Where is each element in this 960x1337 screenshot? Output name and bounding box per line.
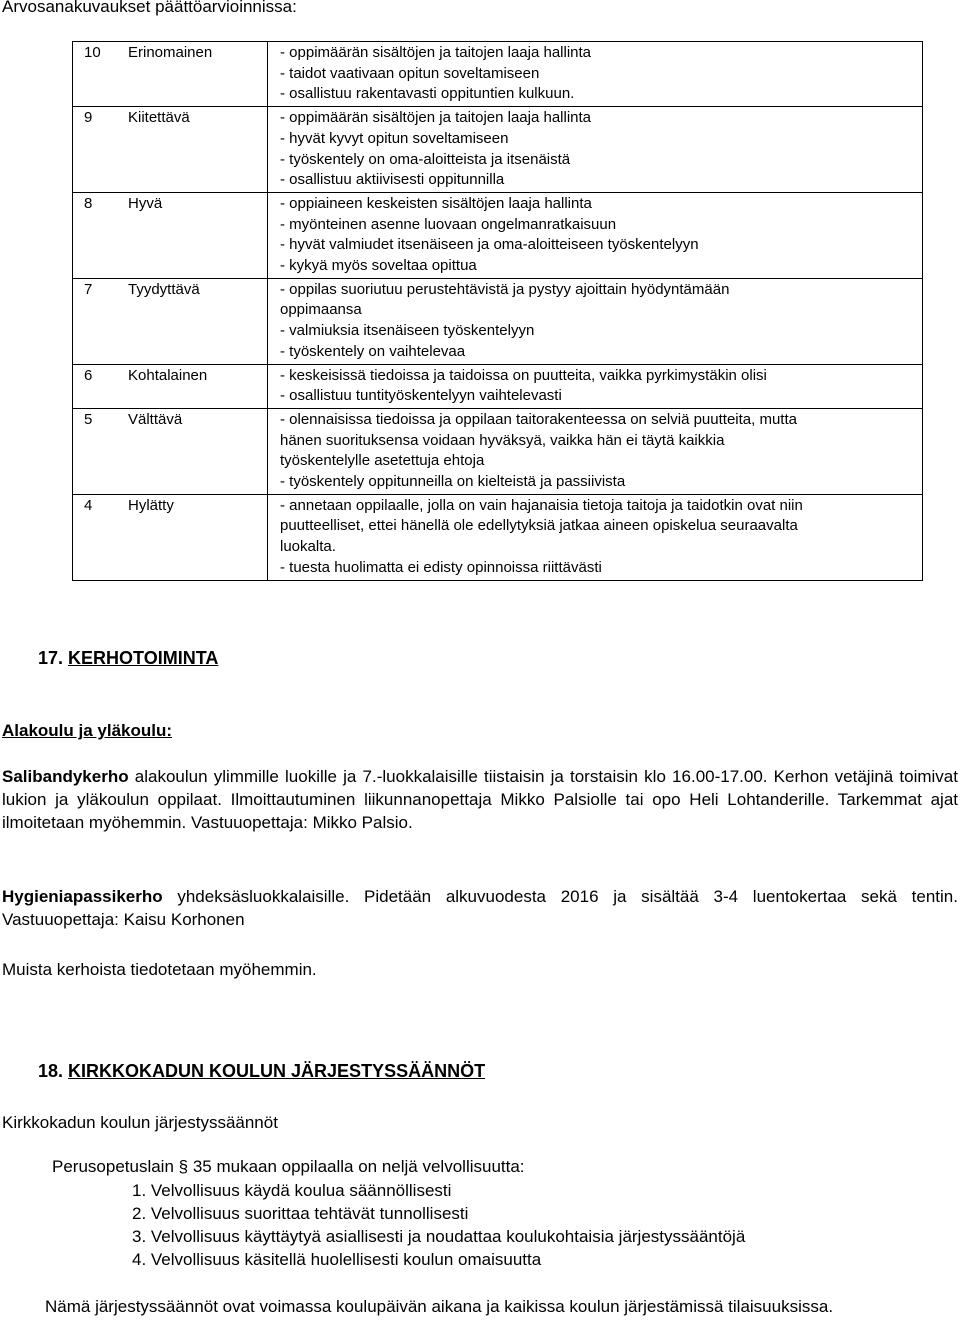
- grade-cell: [73, 42, 268, 107]
- grade-number: 7: [84, 280, 93, 298]
- grade-description-line: - oppiaineen keskeisten sisältöjen laaja hallinta: [280, 194, 592, 212]
- grade-description-table: [72, 41, 923, 581]
- grade-description-line: - taidot vaativaan opitun soveltamiseen: [280, 64, 540, 82]
- grade-name: Kiitettävä: [128, 109, 190, 127]
- grade-description-line: - oppimäärän sisältöjen ja taitojen laaja hallinta: [280, 44, 592, 61]
- hygiene-club-name: Hygieniapassikerho: [2, 887, 163, 906]
- grade-number: 5: [84, 410, 93, 428]
- grade-description-cell: [268, 192, 923, 278]
- grade-number: 10: [84, 44, 101, 61]
- grade-description-cell: [268, 42, 923, 107]
- grade-description-line: - tuesta huolimatta ei edisty opinnoissa riittävästi: [280, 558, 602, 576]
- grade-number: 4: [84, 496, 93, 514]
- grade-description-line: - oppimäärän sisältöjen ja taitojen laaja hallinta: [280, 109, 592, 127]
- section-17-number: 17.: [38, 648, 64, 668]
- grade-description-line: - osallistuu aktiivisesti oppitunnilla: [280, 171, 505, 189]
- section-17-subheading: Alakoulu ja yläkoulu:: [2, 721, 173, 740]
- grade-cell: [73, 192, 268, 278]
- grade-cell: [73, 494, 268, 580]
- section-18-subheading: Kirkkokadun koulun järjestyssäännöt: [2, 1113, 278, 1132]
- grade-row: [73, 408, 923, 494]
- grade-description-line: - työskentely on oma-aloitteista ja itsenäistä: [280, 150, 571, 168]
- grade-description-cell: [268, 494, 923, 580]
- grade-description-line: hänen suorituksensa voidaan hyväksyä, vaikka hän ei täytä kaikkia: [280, 431, 725, 449]
- grade-description-line: - hyvät valmiudet itsenäiseen ja oma-aloitteiseen työskentelyyn: [280, 236, 699, 254]
- grade-description-line: puutteelliset, ettei hänellä ole edellytyksiä jatkaa aineen opiskelua seuraavalta: [280, 517, 798, 535]
- grade-row: [73, 494, 923, 580]
- grade-description-line: - annetaan oppilaalle, jolla on vain hajanaisia tietoja taitoja ja taidotkin ovat niin: [280, 496, 803, 514]
- grade-description-line: - työskentely on vaihtelevaa: [280, 342, 466, 360]
- grade-description-line: - hyvät kyvyt opitun soveltamiseen: [280, 129, 509, 147]
- grade-description-line: - oppilas suoriutuu perustehtävistä ja pystyy ajoittain hyödyntämään: [280, 280, 730, 298]
- grade-name: Kohtalainen: [128, 366, 208, 384]
- hygiene-club-text: yhdeksäsluokkalaisille. Pidetään alkuvuodesta 2016 ja sisältää 3-4 luentokertaa sekä tentin. Vastuuopettaja: Kaisu Korhonen: [2, 887, 958, 929]
- grade-name: Hyvä: [128, 194, 163, 212]
- section-17-heading: [38, 648, 218, 669]
- grade-row: [73, 42, 923, 107]
- grade-description-line: - osallistuu tuntityöskentelyyn vaihtelevasti: [280, 387, 562, 405]
- grade-name: Välttävä: [128, 410, 183, 428]
- grade-row: [73, 192, 923, 278]
- duty-item: 2. Velvollisuus suorittaa tehtävät tunnollisesti: [132, 1204, 469, 1223]
- grade-number: 6: [84, 366, 93, 384]
- grade-name: Hylätty: [128, 496, 174, 514]
- grade-cell: [73, 408, 268, 494]
- grade-name: Erinomainen: [128, 44, 213, 61]
- grade-name: Tyydyttävä: [128, 280, 200, 298]
- section-18-heading: [38, 1061, 485, 1082]
- grade-cell: [73, 107, 268, 193]
- grade-row: [73, 107, 923, 193]
- floorball-club-paragraph: [2, 765, 958, 834]
- rules-validity-text: Nämä järjestyssäännöt ovat voimassa koulupäivän aikana ja kaikissa koulun järjestämissä tilaisuuksissa.: [45, 1297, 834, 1316]
- grade-description-line: - valmiuksia itsenäiseen työskentelyyn: [280, 322, 535, 340]
- grade-description-cell: [268, 278, 923, 364]
- grade-description-line: - työskentely oppitunneilla on kielteistä ja passiivista: [280, 473, 626, 491]
- grading-intro-text: Arvosanakuvaukset päättöarvioinnissa:: [2, 0, 297, 16]
- duty-item: 1. Velvollisuus käydä koulua säännöllisesti: [132, 1181, 452, 1200]
- grade-description-line: työskentelylle asetettuja ehtoja: [280, 452, 485, 470]
- hygiene-club-paragraph: [2, 885, 958, 931]
- grade-description-line: - osallistuu rakentavasti oppituntien kulkuun.: [280, 85, 575, 103]
- grade-description-line: - olennaisissa tiedoissa ja oppilaan taitorakenteessa on selviä puutteita, mutta: [280, 410, 797, 428]
- grade-row: [73, 364, 923, 408]
- section-17-title: KERHOTOIMINTA: [68, 648, 219, 668]
- law-reference-text: Perusopetuslain § 35 mukaan oppilaalla on neljä velvollisuutta:: [52, 1157, 525, 1176]
- floorball-club-text: alakoulun ylimmille luokille ja 7.-luokkalaisille tiistaisin ja torstaisin klo 16.00-17.00. Kerhon vetäjinä toimivat lukion ja yläkoulun oppilaat. Ilmoittautuminen liikunnanopettaja Mikko Palsiolle tai opo Heli Lohtanderille. Tarkemmat ajat ilmoitetaan myöhemmin. Vastuuopettaja: Mikko Palsio.: [2, 767, 958, 832]
- grade-description-line: luokalta.: [280, 538, 336, 556]
- grade-description-cell: [268, 408, 923, 494]
- floorball-club-name: Salibandykerho: [2, 767, 129, 786]
- section-18-title: KIRKKOKADUN KOULUN JÄRJESTYSSÄÄNNÖT: [68, 1061, 486, 1081]
- duty-item: 3. Velvollisuus käyttäytyä asiallisesti ja noudattaa koulukohtaisia järjestyssääntöjä: [132, 1227, 746, 1246]
- grade-row: [73, 278, 923, 364]
- grade-cell: [73, 364, 268, 408]
- grade-description-line: - kykyä myös soveltaa opittua: [280, 257, 477, 275]
- grade-number: 8: [84, 194, 93, 212]
- grade-description-cell: [268, 107, 923, 193]
- grade-cell: [73, 278, 268, 364]
- grade-description-line: - keskeisissä tiedoissa ja taidoissa on puutteita, vaikka pyrkimystäkin olisi: [280, 366, 767, 384]
- grade-number: 9: [84, 109, 93, 127]
- grade-description-line: - myönteinen asenne luovaan ongelmanratkaisuun: [280, 215, 617, 233]
- other-clubs-note: Muista kerhoista tiedotetaan myöhemmin.: [2, 960, 317, 979]
- grade-description-line: oppimaansa: [280, 301, 362, 319]
- grade-description-cell: [268, 364, 923, 408]
- section-18-number: 18.: [38, 1061, 64, 1081]
- duty-item: 4. Velvollisuus käsitellä huolellisesti koulun omaisuutta: [132, 1250, 542, 1269]
